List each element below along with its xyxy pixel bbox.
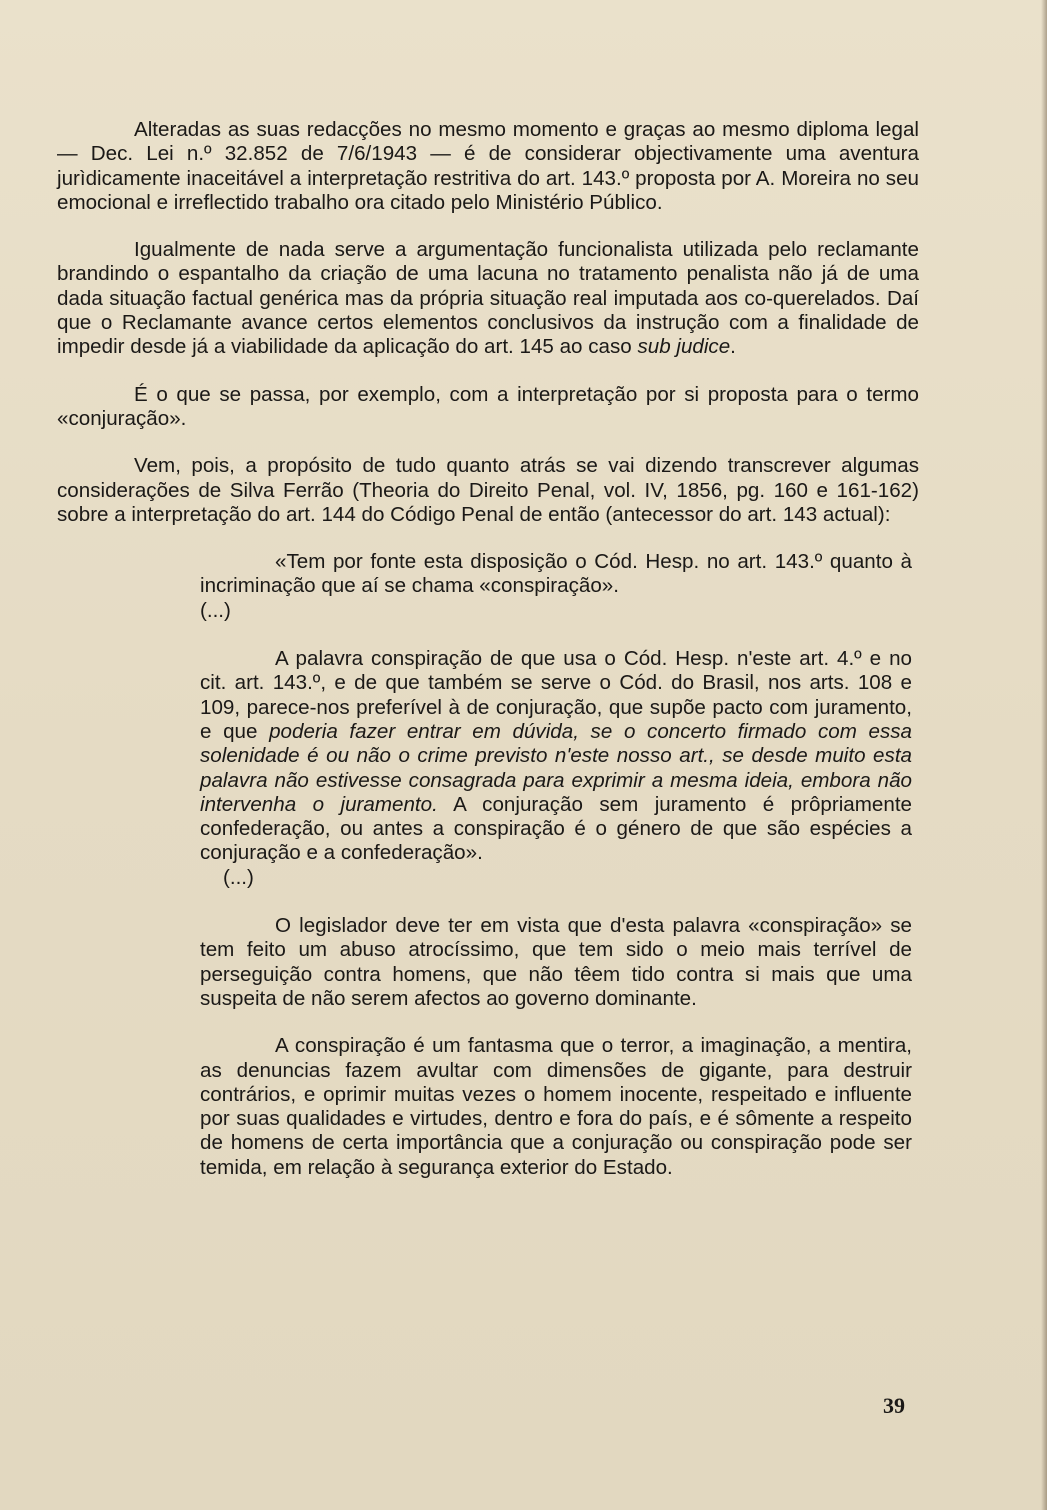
quote-paragraph-2-end: A conjuração sem juramento é prôpriamente confederação, ou antes a conspiração é o género de que são espécies a conjuração e a confederação».	[200, 792, 912, 865]
page-number: 39	[883, 1393, 905, 1418]
paragraph-1: Alteradas as suas redacções no mesmo momento e graças ao mesmo diploma legal — Dec. Lei n.º 32.852 de 7/6/1943 — é de considerar objectivamente uma aventura jurìdicamente inaceitável a interpretação restritiva do art. 143.º proposta por A. Moreira no seu emocional e irreflectido trabalho ora citado pelo Ministério Público.	[57, 118, 919, 214]
quote-paragraph-2	[200, 647, 912, 866]
body-text	[57, 118, 919, 1180]
quote-paragraph-2-text: A palavra conspiração de que usa o Cód. Hesp. n'este art. 4.º e no cit. art. 143.º, e de que também se serve o Cód. do Brasil, nos arts. 108 e 109, parece-nos preferível à de conjuração, que supõe pacto com juramento, e que	[200, 647, 912, 743]
quote-paragraph-4: A conspiração é um fantasma que o terror, a imaginação, a mentira, as denuncias fazem avultar com dimensões de gigante, para destruir contrários, e oprimir muitas vezes o homem inocente, respeitado e influente por suas qualidades e virtudes, dentro e fora do país, e é sômente a respeito de homens de certa importância que a conjuração ou conspiração pode ser temida, em relação à segurança exterior do Estado.	[200, 1034, 912, 1179]
paragraph-4: Vem, pois, a propósito de tudo quanto atrás se vai dizendo transcrever algumas considerações de Silva Ferrão (Theoria do Direito Penal, vol. IV, 1856, pg. 160 e 161-162) sobre a interpretação do art. 144 do Código Penal de então (antecessor do art. 143 actual):	[57, 454, 919, 526]
paragraph-3: É o que se passa, por exemplo, com a interpretação por si proposta para o termo «conjuração».	[57, 382, 919, 430]
quote-ellipsis-1: (...)	[200, 598, 231, 622]
quote-paragraph-3: O legislador deve ter em vista que d'esta palavra «conspiração» se tem feito um abuso atrocíssimo, que tem sido o meio mais terrível de perseguição contra homens, que não têem tido contra si mais que uma suspeita de não serem afectos ao governo dominante.	[200, 914, 912, 1010]
paragraph-2	[57, 238, 919, 359]
block-quote	[57, 550, 919, 1180]
quote-ellipsis-2: (...)	[223, 865, 254, 889]
paragraph-2-italic: sub judice	[637, 335, 731, 359]
paragraph-2-end: .	[730, 335, 736, 359]
quote-paragraph-1: «Tem por fonte esta disposição o Cód. Hesp. no art. 143.º quanto à incriminação que aí se chama «conspiração».	[200, 550, 912, 598]
quote-paragraph-2-italic: poderia fazer entrar em dúvida, se o concerto firmado com essa solenidade é ou não o crime previsto n'este nosso art., se desde muito esta palavra não estivesse consagrada para exprimir a mesma ideia, embora não intervenha o juramento.	[200, 719, 912, 816]
paragraph-2-text: Igualmente de nada serve a argumentação funcionalista utilizada pelo reclamante brandindo o espantalho da criação de uma lacuna no tratamento penalista não já de uma dada situação factual genérica mas da própria situação real imputada aos co-querelados. Daí que o Reclamante avance certos elementos conclusivos da instrução com a finalidade de impedir desde já a viabilidade da aplicação do art. 145 ao caso	[57, 238, 919, 359]
